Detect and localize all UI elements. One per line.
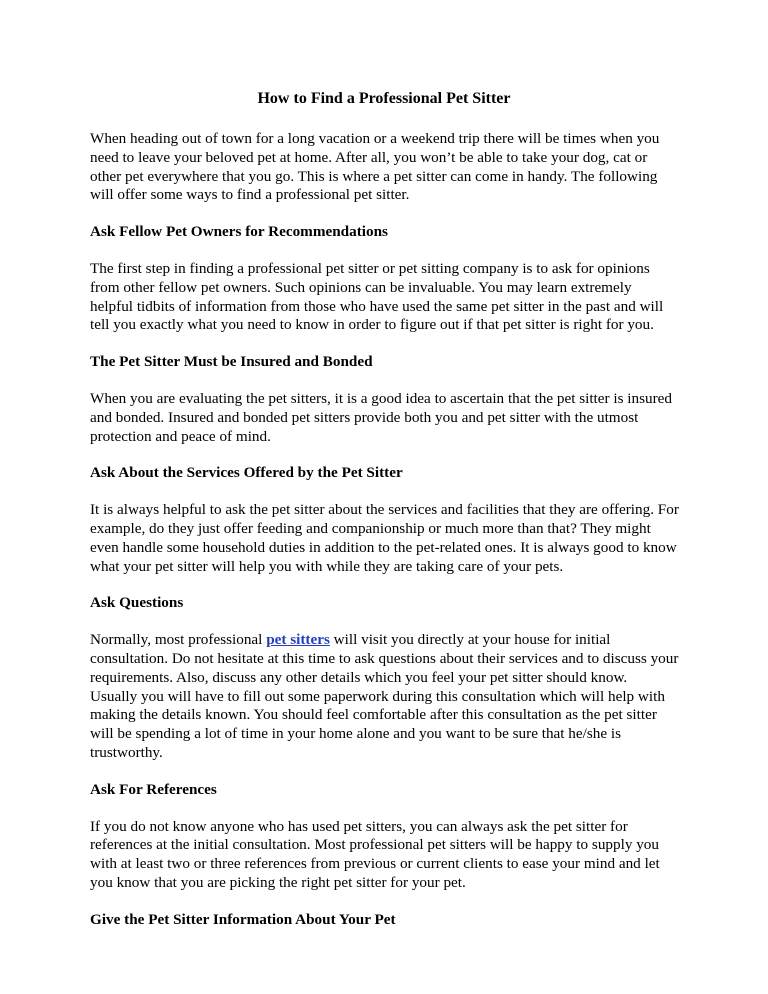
text-line: If you do not know anyone who has used pet sitters, you can always ask the pet sitter for — [90, 817, 628, 835]
pet-sitters-link[interactable]: pet sitters — [266, 631, 330, 649]
text-line: and bonded. Insured and bonded pet sitters provide both you and pet sitter with the utmost — [90, 408, 639, 426]
document-title: How to Find a Professional Pet Sitter — [257, 90, 511, 107]
section-paragraph-references — [90, 818, 684, 893]
section-paragraph-recommendations — [90, 260, 684, 335]
text-line: When heading out of town for a long vacation or a weekend trip there will be times when you — [90, 130, 660, 147]
section-paragraph-services — [90, 501, 684, 576]
text-line: requirements. Also, discuss any other details which you feel your pet sitter should know. — [90, 668, 628, 686]
section-heading-insured: The Pet Sitter Must be Insured and Bonded — [90, 353, 373, 371]
text-line: making the details known. You should feel comfortable after this consultation as the pet sitter — [90, 706, 657, 724]
section-heading-pet-information: Give the Pet Sitter Information About Your Pet — [90, 910, 396, 928]
text-line: references at the initial consultation. Most professional pet sitters will be happy to supply you — [90, 836, 659, 854]
section-heading-questions: Ask Questions — [90, 594, 184, 612]
text-line: consultation. Do not hesitate at this time to ask questions about their services and to discuss your — [90, 649, 679, 667]
text-line: need to leave your beloved pet at home. After all, you won’t be able to take your dog, cat or — [90, 148, 648, 166]
text-line: will offer some ways to find a professional pet sitter. — [90, 186, 410, 204]
text-line: protection and peace of mind. — [90, 427, 271, 445]
text-line: other pet everywhere that you go. This is where a pet sitter can come in handy. The following — [90, 167, 658, 185]
text-line: with at least two or three references from previous or current clients to ease your mind and let — [90, 855, 660, 873]
text-line — [90, 631, 684, 650]
text-line: what your pet sitter will help you with while they are taking care of your pets. — [90, 557, 564, 575]
text-line: helpful tidbits of information from those who have used the same pet sitter in the past and will — [90, 297, 664, 315]
section-paragraph-questions — [90, 631, 684, 763]
text-line: When you are evaluating the pet sitters, it is a good idea to ascertain that the pet sitter is insured — [90, 389, 673, 407]
text-line: Usually you will have to fill out some paperwork during this consultation which will help with — [90, 687, 665, 705]
text-line: will be spending a lot of time in your home alone and you want to be sure that he/she is — [90, 725, 622, 743]
text-line: tell you exactly what you need to know in order to figure out if that pet sitter is right for you. — [90, 316, 654, 334]
section-heading-services: Ask About the Services Offered by the Pet Sitter — [90, 464, 403, 482]
text-line: from other fellow pet owners. Such opinions can be invaluable. You may learn extremely — [90, 278, 632, 296]
text-line: trustworthy. — [90, 743, 163, 761]
text-line: The first step in finding a professional pet sitter or pet sitting company is to ask for opinions — [90, 259, 650, 277]
text-line: example, do they just offer feeding and companionship or much more than that? They might — [90, 519, 651, 537]
text-line: even handle some household duties in addition to the pet-related ones. It is always good to know — [90, 538, 677, 556]
text-line: you know that you are picking the right pet sitter for your pet. — [90, 873, 466, 891]
intro-paragraph — [90, 130, 684, 205]
text-segment: will visit you directly at your house for initial — [329, 631, 611, 649]
section-paragraph-insured — [90, 390, 684, 446]
text-line: It is always helpful to ask the pet sitter about the services and facilities that they are offering. For — [90, 501, 679, 519]
text-segment: Normally, most professional — [90, 631, 267, 649]
section-heading-references: Ask For References — [90, 780, 217, 798]
section-heading-recommendations: Ask Fellow Pet Owners for Recommendations — [90, 223, 388, 241]
